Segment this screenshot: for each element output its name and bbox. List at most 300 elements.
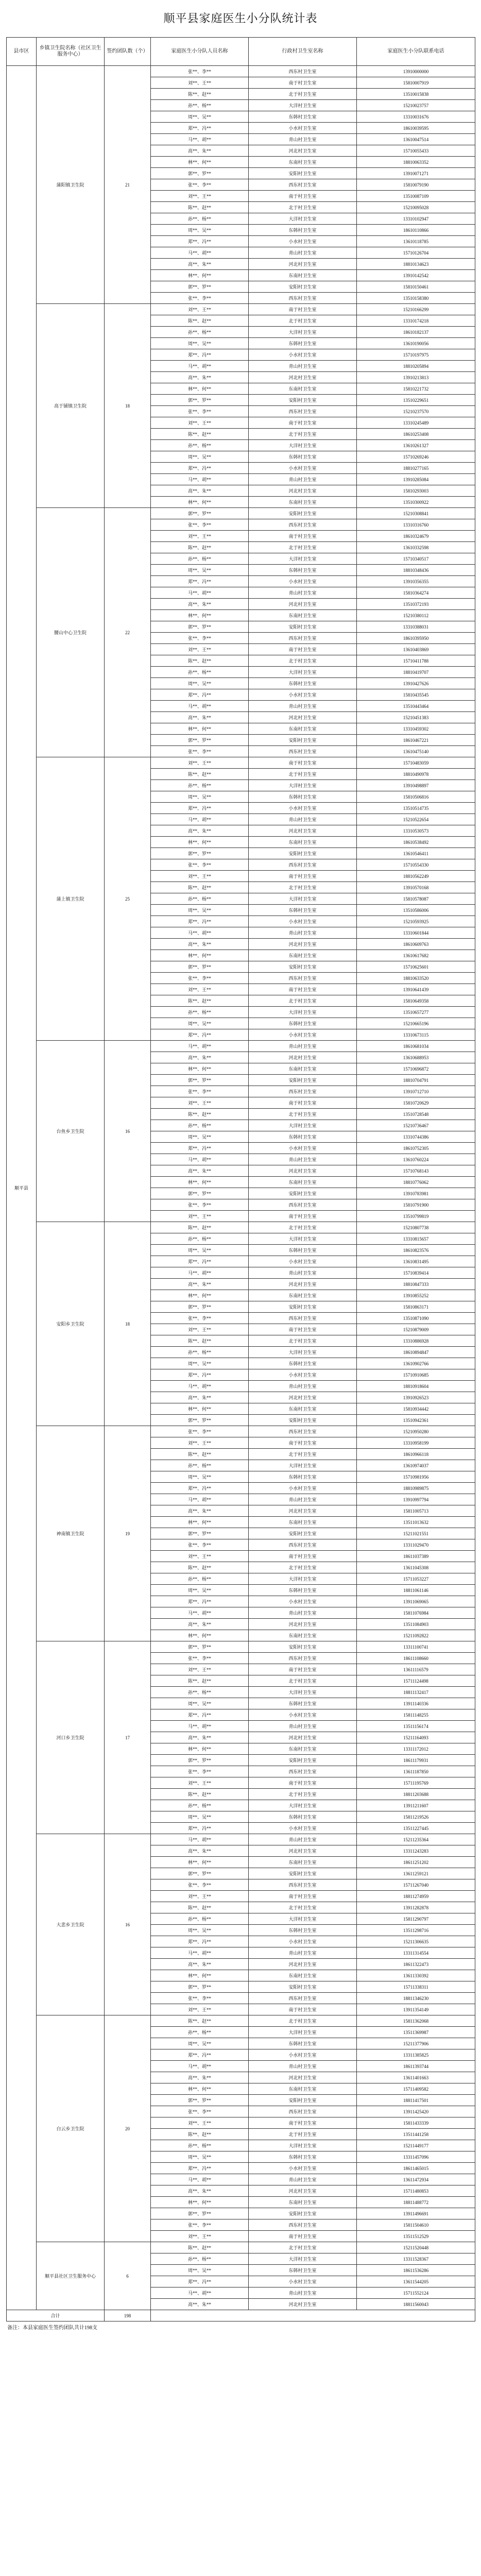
phone-cell: 18610467221 xyxy=(357,735,475,746)
phone-cell: 18610752305 xyxy=(357,1143,475,1154)
member-names-cell: 郭**、罗** xyxy=(151,1188,249,1199)
member-names-cell: 林**、何** xyxy=(151,2197,249,2208)
clinic-name-cell: 大洋村卫生室 xyxy=(249,1120,357,1131)
phone-cell: 13510657277 xyxy=(357,1007,475,1018)
phone-cell: 13510015838 xyxy=(357,89,475,100)
phone-cell: 13910570168 xyxy=(357,882,475,893)
phone-cell: 13311029470 xyxy=(357,1539,475,1551)
phone-cell: 18810205894 xyxy=(357,361,475,372)
phone-cell: 15711053227 xyxy=(357,1573,475,1585)
member-names-cell: 郑**、冯** xyxy=(151,1143,249,1154)
clinic-name-cell: 小水村卫生室 xyxy=(249,1823,357,1834)
clinic-name-cell: 东南村卫生室 xyxy=(249,1743,357,1755)
clinic-name-cell: 河北村卫生室 xyxy=(249,1959,357,1970)
phone-cell: 15710411788 xyxy=(357,655,475,667)
phone-cell: 15710340517 xyxy=(357,553,475,565)
clinic-name-cell: 南于村卫生室 xyxy=(249,1891,357,1902)
member-names-cell: 陈**、赵** xyxy=(151,655,249,667)
phone-cell: 18611179931 xyxy=(357,1755,475,1766)
member-names-cell: 刘**、王** xyxy=(151,2117,249,2129)
phone-cell: 18810277165 xyxy=(357,463,475,474)
member-names-cell: 郭**、罗** xyxy=(151,1981,249,1993)
table-row xyxy=(7,1041,475,1052)
clinic-name-cell: 河北村卫生室 xyxy=(249,485,357,497)
header-phone: 家庭医生小分队联系电话 xyxy=(357,38,475,66)
member-names-cell: 刘**、王** xyxy=(151,417,249,429)
phone-cell: 13910000000 xyxy=(357,66,475,77)
clinic-name-cell: 北于村卫生室 xyxy=(249,542,357,553)
phone-cell: 13310174218 xyxy=(357,315,475,327)
clinic-name-cell: 东南村卫生室 xyxy=(249,2197,357,2208)
clinic-name-cell: 东韩村卫生室 xyxy=(249,791,357,803)
phone-cell: 18811132417 xyxy=(357,1687,475,1698)
phone-cell: 13910213813 xyxy=(357,372,475,383)
clinic-name-cell: 东韩村卫生室 xyxy=(249,1131,357,1143)
clinic-name-cell: 南于村卫生室 xyxy=(249,1437,357,1449)
member-names-cell: 林**、何** xyxy=(151,2083,249,2095)
phone-cell: 13610475140 xyxy=(357,746,475,757)
member-names-cell: 陈**、赵** xyxy=(151,429,249,440)
clinic-name-cell: 河北村卫生室 xyxy=(249,145,357,157)
member-names-cell: 林**、何** xyxy=(151,610,249,621)
phone-cell: 18810419707 xyxy=(357,667,475,678)
clinic-name-cell: 安阳村卫生室 xyxy=(249,1528,357,1539)
member-names-cell: 刘**、王** xyxy=(151,77,249,89)
clinic-name-cell: 青山村卫生室 xyxy=(249,1154,357,1165)
phone-cell: 13310601844 xyxy=(357,927,475,939)
clinic-name-cell: 南于村卫生室 xyxy=(249,191,357,202)
member-names-cell: 郑**、冯** xyxy=(151,236,249,247)
clinic-name-cell: 安阳村卫生室 xyxy=(249,281,357,293)
phone-cell: 13510799819 xyxy=(357,1211,475,1222)
clinic-name-cell: 安阳村卫生室 xyxy=(249,1075,357,1086)
clinic-name-cell: 河北村卫生室 xyxy=(249,372,357,383)
phone-cell: 13310744386 xyxy=(357,1131,475,1143)
member-names-cell: 郭**、罗** xyxy=(151,1755,249,1766)
clinic-name-cell: 东韩村卫生室 xyxy=(249,905,357,916)
clinic-name-cell: 大洋村卫生室 xyxy=(249,553,357,565)
clinic-name-cell: 小水村卫生室 xyxy=(249,1596,357,1607)
phone-cell: 15710269246 xyxy=(357,451,475,463)
phone-cell: 15211021551 xyxy=(357,1528,475,1539)
member-names-cell: 郑**、冯** xyxy=(151,803,249,814)
phone-cell: 13510871090 xyxy=(357,1313,475,1324)
member-names-cell: 高**、朱** xyxy=(151,1732,249,1743)
phone-cell: 18610966118 xyxy=(357,1449,475,1460)
member-names-cell: 张**、李** xyxy=(151,2106,249,2117)
clinic-name-cell: 青山村卫生室 xyxy=(249,1834,357,1845)
clinic-name-cell: 青山村卫生室 xyxy=(249,2174,357,2185)
member-names-cell: 马**、胡** xyxy=(151,2174,249,2185)
clinic-name-cell: 东南村卫生室 xyxy=(249,1290,357,1301)
member-names-cell: 陈**、赵** xyxy=(151,769,249,780)
phone-cell: 18811203688 xyxy=(357,1789,475,1800)
header-clinic: 行政村卫生室名称 xyxy=(249,38,357,66)
member-names-cell: 陈**、赵** xyxy=(151,1562,249,1573)
member-names-cell: 刘**、王** xyxy=(151,984,249,995)
phone-cell: 15210166299 xyxy=(357,304,475,315)
table-row xyxy=(7,757,475,769)
clinic-name-cell: 东韩村卫生室 xyxy=(249,338,357,349)
phone-cell: 13910285084 xyxy=(357,474,475,485)
clinic-name-cell: 西东村卫生室 xyxy=(249,1653,357,1664)
phone-cell: 15711124498 xyxy=(357,1675,475,1687)
phone-cell: 18611393744 xyxy=(357,2061,475,2072)
clinic-name-cell: 河北村卫生室 xyxy=(249,939,357,950)
phone-cell: 13610261327 xyxy=(357,440,475,451)
member-names-cell: 林**、何** xyxy=(151,1970,249,1981)
clinic-name-cell: 北于村卫生室 xyxy=(249,1449,357,1460)
phone-cell: 13311528367 xyxy=(357,2253,475,2265)
member-names-cell: 孙**、杨** xyxy=(151,2140,249,2151)
member-names-cell: 周**、吴** xyxy=(151,2151,249,2163)
member-names-cell: 孙**、杨** xyxy=(151,1007,249,1018)
phone-cell: 18610395950 xyxy=(357,633,475,644)
phone-cell: 18810562249 xyxy=(357,871,475,882)
table-header-row xyxy=(7,38,475,66)
member-names-cell: 刘**、王** xyxy=(151,1891,249,1902)
table-row xyxy=(7,304,475,315)
clinic-name-cell: 安阳村卫生室 xyxy=(249,735,357,746)
clinic-name-cell: 河北村卫生室 xyxy=(249,2072,357,2083)
clinic-name-cell: 大洋村卫生室 xyxy=(249,100,357,111)
member-names-cell: 郑**、冯** xyxy=(151,2049,249,2061)
member-names-cell: 周**、吴** xyxy=(151,1698,249,1709)
phone-cell: 13510942361 xyxy=(357,1415,475,1426)
phone-cell: 13611401663 xyxy=(357,2072,475,2083)
phone-cell: 13511227445 xyxy=(357,1823,475,1834)
phone-cell: 15211235364 xyxy=(357,1834,475,1845)
clinic-name-cell: 北于村卫生室 xyxy=(249,769,357,780)
member-names-cell: 马**、胡** xyxy=(151,1381,249,1392)
phone-cell: 18610823576 xyxy=(357,1245,475,1256)
member-names-cell: 郑**、冯** xyxy=(151,916,249,927)
phone-cell: 18810633520 xyxy=(357,973,475,984)
member-names-cell: 刘**、王** xyxy=(151,1664,249,1675)
phone-cell: 13311314554 xyxy=(357,1947,475,1959)
clinic-name-cell: 小水村卫生室 xyxy=(249,123,357,134)
phone-cell: 18610324679 xyxy=(357,531,475,542)
member-names-cell: 刘**、王** xyxy=(151,1437,249,1449)
member-names-cell: 马**、胡** xyxy=(151,134,249,145)
clinic-name-cell: 河北村卫生室 xyxy=(249,1279,357,1290)
member-names-cell: 刘**、王** xyxy=(151,191,249,202)
phone-cell: 13310815657 xyxy=(357,1233,475,1245)
phone-cell: 13610617682 xyxy=(357,950,475,961)
member-names-cell: 郭**、罗** xyxy=(151,1301,249,1313)
member-names-cell: 孙**、杨** xyxy=(151,1913,249,1925)
member-names-cell: 林**、何** xyxy=(151,1857,249,1868)
phone-cell: 13511084903 xyxy=(357,1619,475,1630)
member-names-cell: 周**、吴** xyxy=(151,1245,249,1256)
member-names-cell: 张**、李** xyxy=(151,1653,249,1664)
hospital-cell: 神南镇卫生院 xyxy=(37,1426,105,1641)
clinic-name-cell: 青山村卫生室 xyxy=(249,1607,357,1619)
clinic-name-cell: 大洋村卫生室 xyxy=(249,327,357,338)
clinic-name-cell: 西东村卫生室 xyxy=(249,2219,357,2231)
table-row xyxy=(7,1641,475,1653)
clinic-name-cell: 西东村卫生室 xyxy=(249,179,357,191)
phone-cell: 13310886928 xyxy=(357,1335,475,1347)
phone-cell: 13610760224 xyxy=(357,1154,475,1165)
member-names-cell: 高**、朱** xyxy=(151,145,249,157)
member-names-cell: 马**、胡** xyxy=(151,1154,249,1165)
clinic-name-cell: 青山村卫生室 xyxy=(249,247,357,259)
member-names-cell: 马**、胡** xyxy=(151,1267,249,1279)
phone-cell: 15210451383 xyxy=(357,712,475,723)
member-names-cell: 陈**、赵** xyxy=(151,995,249,1007)
phone-cell: 15711267040 xyxy=(357,1879,475,1891)
clinic-name-cell: 东韩村卫生室 xyxy=(249,565,357,576)
clinic-name-cell: 小水村卫生室 xyxy=(249,689,357,701)
member-names-cell: 孙**、杨** xyxy=(151,100,249,111)
phone-cell: 13310388031 xyxy=(357,621,475,633)
clinic-name-cell: 北于村卫生室 xyxy=(249,315,357,327)
total-blank xyxy=(151,2310,475,2321)
phone-cell: 18610253408 xyxy=(357,429,475,440)
member-names-cell: 周**、吴** xyxy=(151,1925,249,1936)
member-names-cell: 孙**、杨** xyxy=(151,2027,249,2038)
member-names-cell: 孙**、杨** xyxy=(151,440,249,451)
member-names-cell: 马**、胡** xyxy=(151,927,249,939)
member-names-cell: 孙**、杨** xyxy=(151,553,249,565)
clinic-name-cell: 东南村卫生室 xyxy=(249,497,357,508)
member-names-cell: 马**、胡** xyxy=(151,361,249,372)
phone-cell: 18811061146 xyxy=(357,1585,475,1596)
member-names-cell: 马**、胡** xyxy=(151,2287,249,2299)
member-names-cell: 高**、朱** xyxy=(151,2299,249,2310)
phone-cell: 15810578087 xyxy=(357,893,475,905)
member-names-cell: 陈**、赵** xyxy=(151,2015,249,2027)
member-names-cell: 郭**、罗** xyxy=(151,2095,249,2106)
clinic-name-cell: 东韩村卫生室 xyxy=(249,111,357,123)
phone-cell: 13911140336 xyxy=(357,1698,475,1709)
member-names-cell: 张**、李** xyxy=(151,406,249,417)
member-names-cell: 郑**、冯** xyxy=(151,1256,249,1267)
member-names-cell: 郑**、冯** xyxy=(151,349,249,361)
phone-cell: 13311243283 xyxy=(357,1845,475,1857)
phone-cell: 13510586006 xyxy=(357,905,475,916)
phone-cell: 13911425420 xyxy=(357,2106,475,2117)
member-names-cell: 张**、李** xyxy=(151,1426,249,1437)
member-names-cell: 林**、何** xyxy=(151,1290,249,1301)
member-names-cell: 林**、何** xyxy=(151,1517,249,1528)
clinic-name-cell: 北于村卫生室 xyxy=(249,1902,357,1913)
clinic-name-cell: 东韩村卫生室 xyxy=(249,1471,357,1483)
clinic-name-cell: 西东村卫生室 xyxy=(249,746,357,757)
member-names-cell: 林**、何** xyxy=(151,1063,249,1075)
member-names-cell: 张**、李** xyxy=(151,2219,249,2231)
member-names-cell: 周**、吴** xyxy=(151,225,249,236)
member-names-cell: 孙**、杨** xyxy=(151,1347,249,1358)
member-names-cell: 刘**、王** xyxy=(151,644,249,655)
phone-cell: 15810720629 xyxy=(357,1097,475,1109)
clinic-name-cell: 大洋村卫生室 xyxy=(249,1007,357,1018)
clinic-name-cell: 河北村卫生室 xyxy=(249,2299,357,2310)
clinic-name-cell: 安阳村卫生室 xyxy=(249,2208,357,2219)
member-names-cell: 马**、胡** xyxy=(151,1041,249,1052)
member-names-cell: 郭**、罗** xyxy=(151,508,249,519)
hospital-cell: 高于铺镇卫生院 xyxy=(37,304,105,508)
phone-cell: 13611187850 xyxy=(357,1766,475,1777)
phone-cell: 18811488772 xyxy=(357,2197,475,2208)
member-names-cell: 郑**、冯** xyxy=(151,2276,249,2287)
phone-cell: 15710126704 xyxy=(357,247,475,259)
phone-cell: 13610902766 xyxy=(357,1358,475,1369)
clinic-name-cell: 安阳村卫生室 xyxy=(249,508,357,519)
hospital-cell: 大悲乡卫生院 xyxy=(37,1834,105,2015)
member-names-cell: 郑**、冯** xyxy=(151,1029,249,1041)
phone-cell: 13610332598 xyxy=(357,542,475,553)
table-footnote: 备注：本县家庭医生签约团队共计198支 xyxy=(7,2325,97,2331)
member-names-cell: 周**、吴** xyxy=(151,1811,249,1823)
phone-cell: 13911211607 xyxy=(357,1800,475,1811)
clinic-name-cell: 南于村卫生室 xyxy=(249,2004,357,2015)
clinic-name-cell: 西东村卫生室 xyxy=(249,2106,357,2117)
phone-cell: 13910142542 xyxy=(357,270,475,281)
member-names-cell: 陈**、赵** xyxy=(151,89,249,100)
clinic-name-cell: 大洋村卫生室 xyxy=(249,2253,357,2265)
clinic-name-cell: 南于村卫生室 xyxy=(249,1664,357,1675)
phone-cell: 15210095028 xyxy=(357,202,475,213)
member-names-cell: 郭**、罗** xyxy=(151,1868,249,1879)
member-names-cell: 陈**、赵** xyxy=(151,2129,249,2140)
clinic-name-cell: 大洋村卫生室 xyxy=(249,1800,357,1811)
member-names-cell: 高**、朱** xyxy=(151,825,249,837)
clinic-name-cell: 西东村卫生室 xyxy=(249,66,357,77)
clinic-name-cell: 北于村卫生室 xyxy=(249,1562,357,1573)
phone-cell: 15710981956 xyxy=(357,1471,475,1483)
hospital-cell: 安阳乡卫生院 xyxy=(37,1222,105,1426)
clinic-name-cell: 东韩村卫生室 xyxy=(249,678,357,689)
member-names-cell: 陈**、赵** xyxy=(151,1675,249,1687)
clinic-name-cell: 东南村卫生室 xyxy=(249,837,357,848)
phone-cell: 15810221732 xyxy=(357,383,475,395)
member-names-cell: 刘**、王** xyxy=(151,2004,249,2015)
clinic-name-cell: 西东村卫生室 xyxy=(249,1879,357,1891)
phone-cell: 18810490978 xyxy=(357,769,475,780)
clinic-name-cell: 安阳村卫生室 xyxy=(249,848,357,859)
member-names-cell: 林**、何** xyxy=(151,157,249,168)
member-names-cell: 高**、朱** xyxy=(151,712,249,723)
phone-cell: 15811290797 xyxy=(357,1913,475,1925)
phone-cell: 18811560043 xyxy=(357,2299,475,2310)
phone-cell: 18610110866 xyxy=(357,225,475,236)
clinic-name-cell: 东南村卫生室 xyxy=(249,1630,357,1641)
phone-cell: 18611465015 xyxy=(357,2163,475,2174)
clinic-name-cell: 南于村卫生室 xyxy=(249,871,357,882)
phone-cell: 13310031676 xyxy=(357,111,475,123)
clinic-name-cell: 青山村卫生室 xyxy=(249,1947,357,1959)
phone-cell: 13310102947 xyxy=(357,213,475,225)
member-names-cell: 张**、李** xyxy=(151,1993,249,2004)
phone-cell: 15710696872 xyxy=(357,1063,475,1075)
clinic-name-cell: 南于村卫生室 xyxy=(249,984,357,995)
clinic-name-cell: 东南村卫生室 xyxy=(249,1517,357,1528)
clinic-name-cell: 青山村卫生室 xyxy=(249,814,357,825)
clinic-name-cell: 小水村卫生室 xyxy=(249,803,357,814)
member-names-cell: 高**、朱** xyxy=(151,1505,249,1517)
clinic-name-cell: 河北村卫生室 xyxy=(249,2185,357,2197)
member-names-cell: 高**、朱** xyxy=(151,259,249,270)
clinic-name-cell: 青山村卫生室 xyxy=(249,1041,357,1052)
clinic-name-cell: 安阳村卫生室 xyxy=(249,1188,357,1199)
member-names-cell: 孙**、杨** xyxy=(151,1120,249,1131)
member-names-cell: 孙**、杨** xyxy=(151,1800,249,1811)
clinic-name-cell: 南于村卫生室 xyxy=(249,417,357,429)
phone-cell: 15210593925 xyxy=(357,916,475,927)
member-names-cell: 陈**、赵** xyxy=(151,1902,249,1913)
phone-cell: 13911496691 xyxy=(357,2208,475,2219)
phone-cell: 13611544205 xyxy=(357,2276,475,2287)
phone-cell: 15710554330 xyxy=(357,859,475,871)
phone-cell: 13510229651 xyxy=(357,395,475,406)
member-names-cell: 高**、朱** xyxy=(151,1392,249,1403)
phone-cell: 18810918604 xyxy=(357,1381,475,1392)
header-hospital: 乡镇卫生院名称（社区卫生服务中心） xyxy=(37,38,105,66)
member-names-cell: 陈**、赵** xyxy=(151,542,249,553)
member-names-cell: 孙**、杨** xyxy=(151,893,249,905)
clinic-name-cell: 南于村卫生室 xyxy=(249,1324,357,1335)
phone-cell: 18611108660 xyxy=(357,1653,475,1664)
phone-cell: 13611472934 xyxy=(357,2174,475,2185)
phone-cell: 13911069065 xyxy=(357,1596,475,1607)
phone-cell: 15211377906 xyxy=(357,2038,475,2049)
phone-cell: 15810007919 xyxy=(357,77,475,89)
phone-cell: 13510087109 xyxy=(357,191,475,202)
member-names-cell: 林**、何** xyxy=(151,837,249,848)
member-names-cell: 周**、吴** xyxy=(151,2038,249,2049)
member-names-cell: 孙**、杨** xyxy=(151,1687,249,1698)
clinic-name-cell: 大洋村卫生室 xyxy=(249,667,357,678)
clinic-name-cell: 大洋村卫生室 xyxy=(249,893,357,905)
clinic-name-cell: 东韩村卫生室 xyxy=(249,225,357,236)
phone-cell: 15210950280 xyxy=(357,1426,475,1437)
member-names-cell: 周**、吴** xyxy=(151,1358,249,1369)
phone-cell: 18611536286 xyxy=(357,2265,475,2276)
clinic-name-cell: 青山村卫生室 xyxy=(249,361,357,372)
phone-cell: 15810934442 xyxy=(357,1403,475,1415)
member-names-cell: 张**、李** xyxy=(151,1879,249,1891)
clinic-name-cell: 东南村卫生室 xyxy=(249,157,357,168)
hospital-cell: 河口乡卫生院 xyxy=(37,1641,105,1834)
phone-cell: 15210665196 xyxy=(357,1018,475,1029)
member-names-cell: 马**、胡** xyxy=(151,1834,249,1845)
phone-cell: 15210807738 xyxy=(357,1222,475,1233)
phone-cell: 15711552124 xyxy=(357,2287,475,2299)
clinic-name-cell: 安阳村卫生室 xyxy=(249,395,357,406)
member-names-cell: 陈**、赵** xyxy=(151,315,249,327)
phone-cell: 15810079190 xyxy=(357,179,475,191)
clinic-name-cell: 河北村卫生室 xyxy=(249,1165,357,1177)
phone-cell: 13310316760 xyxy=(357,519,475,531)
phone-cell: 18610609763 xyxy=(357,939,475,950)
phone-cell: 15810791900 xyxy=(357,1199,475,1211)
clinic-name-cell: 北于村卫生室 xyxy=(249,655,357,667)
member-names-cell: 刘**、王** xyxy=(151,531,249,542)
clinic-name-cell: 北于村卫生室 xyxy=(249,1675,357,1687)
clinic-name-cell: 大洋村卫生室 xyxy=(249,1573,357,1585)
table-row xyxy=(7,2242,475,2253)
phone-cell: 15711195769 xyxy=(357,1777,475,1789)
clinic-name-cell: 小水村卫生室 xyxy=(249,2049,357,2061)
clinic-name-cell: 安阳村卫生室 xyxy=(249,2095,357,2106)
phone-cell: 13511512529 xyxy=(357,2231,475,2242)
clinic-name-cell: 河北村卫生室 xyxy=(249,1392,357,1403)
member-names-cell: 刘**、王** xyxy=(151,871,249,882)
member-names-cell: 高**、朱** xyxy=(151,1165,249,1177)
clinic-name-cell: 安阳村卫生室 xyxy=(249,1301,357,1313)
